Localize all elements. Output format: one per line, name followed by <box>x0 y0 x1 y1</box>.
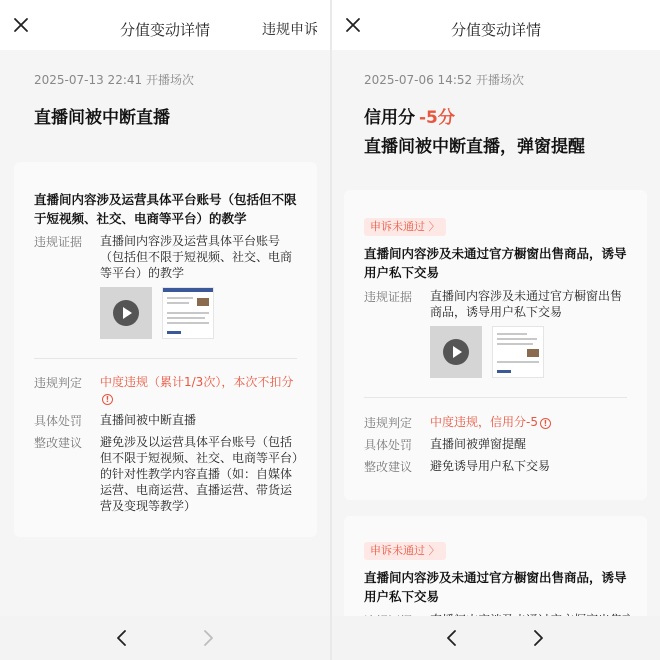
evidence-text: 直播间内容涉及未通过官方橱窗出售商品，诱导用户私下交易 <box>430 289 623 319</box>
headline: 直播间被中断直播，弹窗提醒 <box>364 137 585 157</box>
violation-card <box>14 162 317 537</box>
violation-card <box>344 190 647 500</box>
evidence-label: 违规证据 <box>364 290 413 304</box>
chevron-left-icon[interactable] <box>442 628 462 648</box>
evidence-text: 直播间内容涉及运营具体平台账号（包括但不限于短视频、社交、电商等平台）的教学 <box>100 234 293 280</box>
evidence-image-thumbnail[interactable] <box>492 326 544 378</box>
judgement-label: 违规判定 <box>34 376 83 390</box>
score-value: -5分 <box>419 108 455 128</box>
score-change <box>364 103 455 128</box>
judgement-value: 中度违规，信用分-5 <box>430 415 538 429</box>
chevron-right-icon[interactable] <box>198 628 218 648</box>
info-icon[interactable]: ! <box>540 418 551 429</box>
evidence-image-thumbnail[interactable] <box>162 287 214 339</box>
advice-text: 避免诱导用户私下交易 <box>430 459 551 473</box>
advice-label: 整改建议 <box>34 436 83 450</box>
penalty-label: 具体处罚 <box>364 438 413 452</box>
bottom-navigation <box>0 616 330 660</box>
judgement-label: 违规判定 <box>364 416 413 430</box>
evidence-video-thumbnail[interactable] <box>430 326 482 378</box>
evidence-label: 违规证据 <box>34 235 83 249</box>
play-icon <box>443 339 469 365</box>
violation-title: 直播间内容涉及未通过官方橱窗出售商品，诱导用户私下交易 <box>364 570 627 604</box>
appeal-status-tag[interactable]: 申诉未通过 〉 <box>364 542 446 560</box>
advice-label: 整改建议 <box>364 460 413 474</box>
appeal-status-tag[interactable]: 申诉未通过 〉 <box>364 218 446 236</box>
violation-title: 直播间内容涉及运营具体平台账号（包括但不限于短视频、社交、电商等平台）的教学 <box>34 192 297 226</box>
chevron-right-icon[interactable] <box>528 628 548 648</box>
judgement-text <box>430 414 630 430</box>
info-icon[interactable]: ! <box>102 394 113 405</box>
right-detail-screen <box>332 0 660 660</box>
advice-text: 避免涉及以运营具体平台账号（包括但不限于短视频、社交、电商等平台）的针对性教学内容直播（如：自媒体运营、电商运营、直播运营、带货运营及变现等教学） <box>100 435 299 513</box>
header <box>0 0 330 50</box>
play-icon <box>113 300 139 326</box>
appeal-button[interactable]: 违规申诉 <box>262 22 318 38</box>
session-meta: 2025-07-13 22:41 开播场次 <box>34 73 194 87</box>
judgement-text <box>100 374 300 406</box>
divider <box>34 358 297 359</box>
evidence-video-thumbnail[interactable] <box>100 287 152 339</box>
divider <box>364 397 627 398</box>
page-title: 分值变动详情 <box>450 21 541 39</box>
penalty-text: 直播间被中断直播 <box>100 413 197 427</box>
score-label: 信用分 <box>364 108 415 128</box>
header <box>332 0 660 50</box>
page-title: 分值变动详情 <box>119 21 210 39</box>
violation-title: 直播间内容涉及未通过官方橱窗出售商品，诱导用户私下交易 <box>364 246 627 280</box>
penalty-text: 直播间被弹窗提醒 <box>430 437 527 451</box>
bottom-navigation <box>332 616 660 660</box>
penalty-label: 具体处罚 <box>34 414 83 428</box>
session-meta: 2025-07-06 14:52 开播场次 <box>364 73 524 87</box>
chevron-left-icon[interactable] <box>112 628 132 648</box>
judgement-value: 中度违规（累计1/3次），本次不扣分 <box>100 375 294 389</box>
headline: 直播间被中断直播 <box>34 108 170 128</box>
